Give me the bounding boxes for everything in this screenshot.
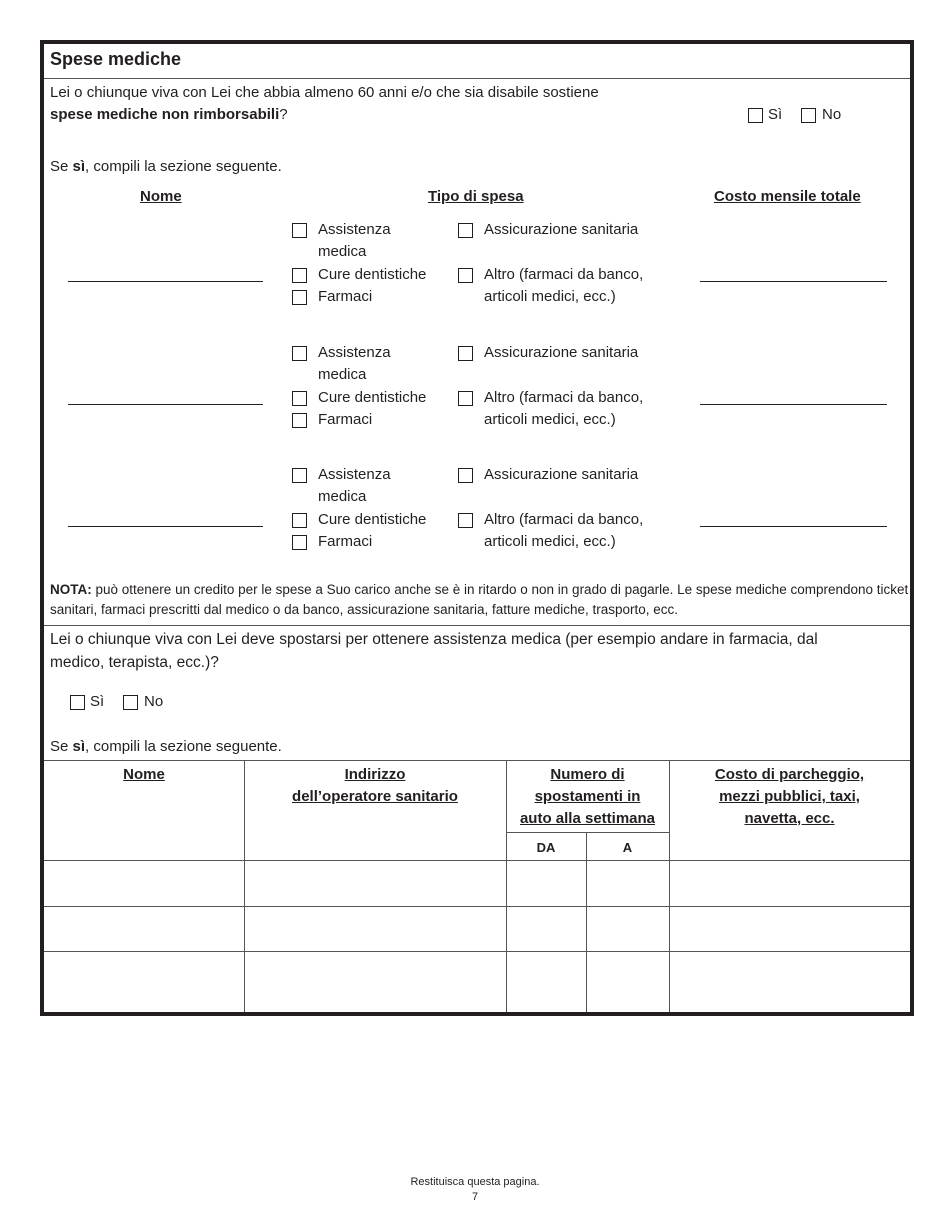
q1-question-mark: ?	[279, 106, 288, 123]
drugs-checkbox[interactable]	[292, 535, 307, 550]
other-label-l1: Altro (farmaci da banco,	[484, 511, 644, 528]
dental-label: Cure dentistiche	[318, 511, 427, 528]
other-label-l2: articoli medici, ecc.)	[484, 533, 616, 550]
medical-expenses-form	[40, 40, 914, 1016]
table-row[interactable]	[44, 952, 910, 1012]
table-subheader-divider	[506, 832, 669, 833]
table-header-to: A	[622, 840, 633, 855]
dental-label: Cure dentistiche	[318, 389, 427, 406]
section-title: Spese mediche	[50, 49, 182, 69]
medical-care-label-l1: Assistenza	[318, 344, 391, 361]
expense-header-type: Tipo di spesa	[428, 188, 524, 205]
note-label: NOTA:	[50, 582, 92, 597]
medical-care-label-l2: medica	[318, 488, 367, 505]
table-header-trips-l2: spostamenti in	[534, 788, 641, 805]
expense-name-field[interactable]	[68, 404, 263, 405]
page-number: 7	[471, 1191, 479, 1203]
medical-care-checkbox[interactable]	[292, 223, 307, 238]
q2-instruction	[50, 736, 282, 758]
expense-name-field[interactable]	[68, 281, 263, 282]
q1-text-line2	[50, 104, 288, 126]
other-label-l1: Altro (farmaci da banco,	[484, 389, 644, 406]
insurance-label: Assicurazione sanitaria	[484, 221, 639, 238]
q1-if-bold: sì	[72, 158, 86, 175]
note-body: può ottenere un credito per le spese a Suo carico anche se è in ritardo o non in grado di pagarle. Le spese mediche comprendono ticket sanitari, farmaci prescritti dal medico o da banco, assicurazione sanitaria, fatture mediche, trasporto, ecc.	[50, 582, 909, 617]
table-header-trips-l3: auto alla settimana	[519, 810, 656, 827]
other-label-l2: articoli medici, ecc.)	[484, 288, 616, 305]
expense-header-name: Nome	[140, 188, 182, 205]
medical-care-checkbox[interactable]	[292, 346, 307, 361]
other-label-l1: Altro (farmaci da banco,	[484, 266, 644, 283]
table-header-address-l2: dell’operatore sanitario	[292, 788, 458, 805]
expense-header-cost: Costo mensile totale	[714, 188, 861, 205]
other-checkbox[interactable]	[458, 268, 473, 283]
q2-yes-label: Sì	[90, 693, 105, 710]
table-top-border	[44, 760, 910, 761]
q2-text-line1: Lei o chiunque viva con Lei deve spostarsi per ottenere assistenza medica (per esempio andare in farmacia, dal	[50, 631, 818, 648]
drugs-label: Farmaci	[318, 288, 373, 305]
table-header-cost-l2: mezzi pubblici, taxi,	[719, 788, 860, 805]
table-header-from: DA	[536, 840, 556, 855]
drugs-label: Farmaci	[318, 533, 373, 550]
q2-text-line2: medico, terapista, ecc.)?	[50, 654, 219, 671]
insurance-label: Assicurazione sanitaria	[484, 344, 639, 361]
q2-no-label: No	[144, 693, 164, 710]
q1-instruction	[50, 156, 282, 178]
other-checkbox[interactable]	[458, 391, 473, 406]
drugs-checkbox[interactable]	[292, 413, 307, 428]
footer-text: Restituisca questa pagina.	[410, 1176, 540, 1188]
dental-label: Cure dentistiche	[318, 266, 427, 283]
q1-text-line1: Lei o chiunque viva con Lei che abbia almeno 60 anni e/o che sia disabile sostiene	[50, 84, 599, 101]
q1-yes-checkbox[interactable]	[748, 108, 763, 123]
expense-name-field[interactable]	[68, 526, 263, 527]
q2-if-post: , compili la sezione seguente.	[85, 738, 282, 755]
table-header-cost-l3: navetta, ecc.	[744, 810, 835, 827]
other-label-l2: articoli medici, ecc.)	[484, 411, 616, 428]
insurance-label: Assicurazione sanitaria	[484, 466, 639, 483]
expense-cost-field[interactable]	[700, 526, 887, 527]
dental-checkbox[interactable]	[292, 513, 307, 528]
medical-care-label-l1: Assistenza	[318, 466, 391, 483]
medical-care-checkbox[interactable]	[292, 468, 307, 483]
table-row[interactable]	[44, 861, 910, 906]
q1-no-checkbox[interactable]	[801, 108, 816, 123]
drugs-checkbox[interactable]	[292, 290, 307, 305]
table-row[interactable]	[44, 907, 910, 951]
other-checkbox[interactable]	[458, 513, 473, 528]
q1-if-post: , compili la sezione seguente.	[85, 158, 282, 175]
table-header-cost-l1: Costo di parcheggio,	[714, 766, 865, 783]
table-header-name: Nome	[123, 766, 165, 783]
insurance-checkbox[interactable]	[458, 346, 473, 361]
medical-care-label-l2: medica	[318, 243, 367, 260]
q1-if-pre: Se	[50, 158, 73, 175]
expense-cost-field[interactable]	[700, 404, 887, 405]
drugs-label: Farmaci	[318, 411, 373, 428]
q1-yes-label: Sì	[768, 106, 783, 123]
q1-bold-text: spese mediche non rimborsabili	[50, 106, 280, 123]
dental-checkbox[interactable]	[292, 391, 307, 406]
q2-if-pre: Se	[50, 738, 73, 755]
insurance-checkbox[interactable]	[458, 223, 473, 238]
q2-yes-checkbox[interactable]	[70, 695, 85, 710]
q2-no-checkbox[interactable]	[123, 695, 138, 710]
dental-checkbox[interactable]	[292, 268, 307, 283]
medical-care-label-l1: Assistenza	[318, 221, 391, 238]
expense-cost-field[interactable]	[700, 281, 887, 282]
table-header-trips-l1: Numero di	[550, 766, 625, 783]
insurance-checkbox[interactable]	[458, 468, 473, 483]
note-text	[50, 580, 910, 620]
medical-care-label-l2: medica	[318, 366, 367, 383]
section-title-bar	[44, 44, 910, 79]
q2-if-bold: sì	[72, 738, 86, 755]
divider	[44, 625, 910, 626]
q1-no-label: No	[822, 106, 842, 123]
table-header-address-l1: Indirizzo	[344, 766, 406, 783]
